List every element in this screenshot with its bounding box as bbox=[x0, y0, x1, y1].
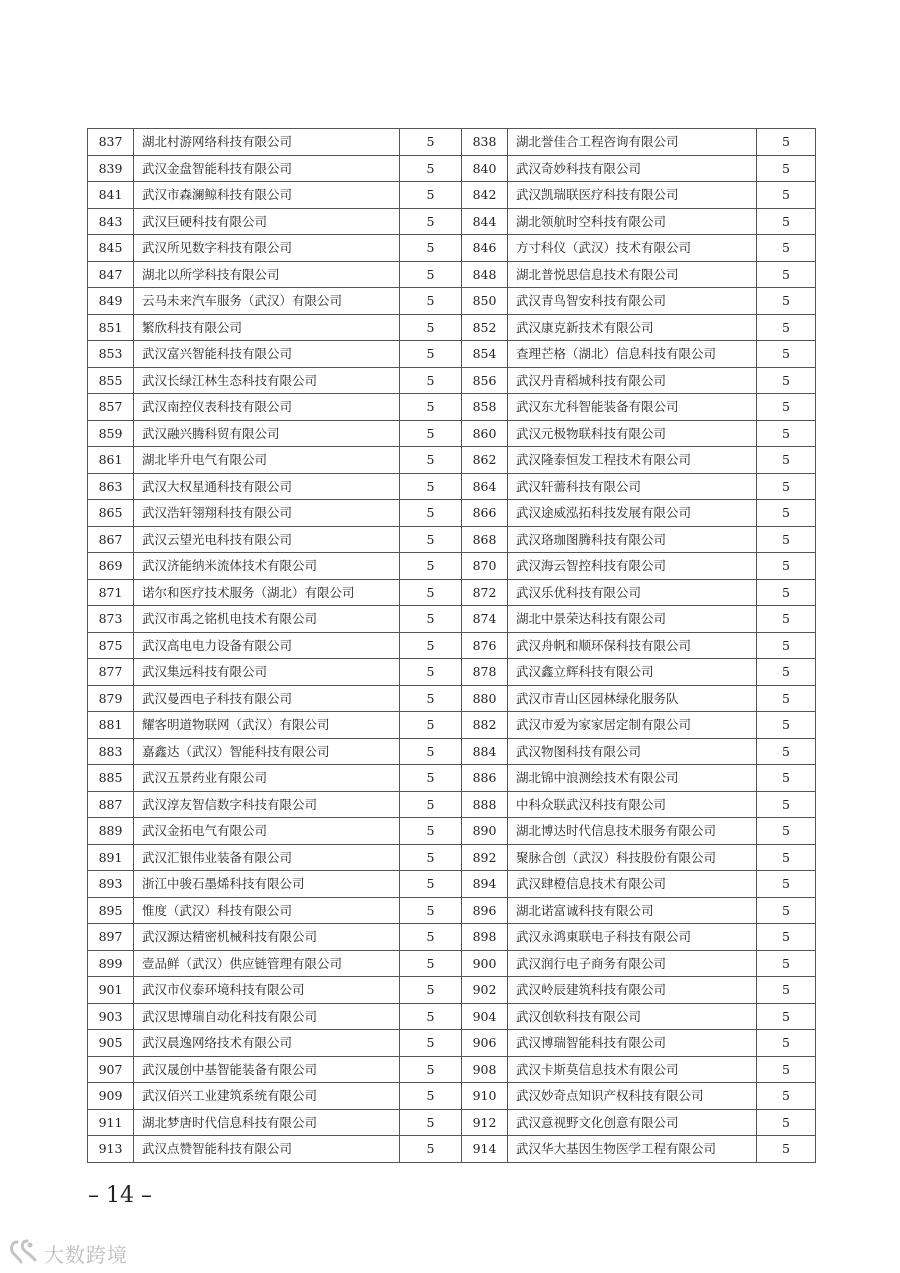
right-score-cell: 5 bbox=[757, 712, 816, 739]
left-number-cell: 913 bbox=[88, 1136, 134, 1163]
right-company-cell: 湖北誉佳合工程咨询有限公司 bbox=[508, 129, 757, 156]
right-company-cell: 武汉乐优科技有限公司 bbox=[508, 579, 757, 606]
right-number-cell: 894 bbox=[462, 871, 508, 898]
right-company-cell: 武汉奇妙科技有限公司 bbox=[508, 155, 757, 182]
left-number-cell: 867 bbox=[88, 526, 134, 553]
left-score-cell: 5 bbox=[400, 367, 462, 394]
left-number-cell: 911 bbox=[88, 1109, 134, 1136]
right-number-cell: 898 bbox=[462, 924, 508, 951]
left-number-cell: 851 bbox=[88, 314, 134, 341]
table-row bbox=[88, 818, 816, 845]
table-row bbox=[88, 606, 816, 633]
right-number-cell: 904 bbox=[462, 1003, 508, 1030]
left-score-cell: 5 bbox=[400, 765, 462, 792]
left-score-cell: 5 bbox=[400, 1109, 462, 1136]
right-company-cell: 武汉途威泓拓科技发展有限公司 bbox=[508, 500, 757, 527]
right-score-cell: 5 bbox=[757, 1109, 816, 1136]
left-number-cell: 897 bbox=[88, 924, 134, 951]
left-number-cell: 903 bbox=[88, 1003, 134, 1030]
left-company-cell: 武汉富兴智能科技有限公司 bbox=[134, 341, 400, 368]
right-score-cell: 5 bbox=[757, 818, 816, 845]
right-number-cell: 862 bbox=[462, 447, 508, 474]
left-company-cell: 武汉浩轩翎翔科技有限公司 bbox=[134, 500, 400, 527]
right-number-cell: 890 bbox=[462, 818, 508, 845]
right-company-cell: 武汉妙奇点知识产权科技有限公司 bbox=[508, 1083, 757, 1110]
right-company-cell: 武汉肆橙信息技术有限公司 bbox=[508, 871, 757, 898]
right-number-cell: 908 bbox=[462, 1056, 508, 1083]
left-number-cell: 877 bbox=[88, 659, 134, 686]
left-number-cell: 883 bbox=[88, 738, 134, 765]
right-company-cell: 湖北锦中浪测绘技术有限公司 bbox=[508, 765, 757, 792]
right-score-cell: 5 bbox=[757, 261, 816, 288]
left-score-cell: 5 bbox=[400, 579, 462, 606]
right-score-cell: 5 bbox=[757, 791, 816, 818]
left-number-cell: 837 bbox=[88, 129, 134, 156]
right-score-cell: 5 bbox=[757, 235, 816, 262]
left-score-cell: 5 bbox=[400, 526, 462, 553]
right-number-cell: 884 bbox=[462, 738, 508, 765]
right-score-cell: 5 bbox=[757, 1083, 816, 1110]
left-company-cell: 武汉思博瑞自动化科技有限公司 bbox=[134, 1003, 400, 1030]
left-score-cell: 5 bbox=[400, 685, 462, 712]
right-number-cell: 844 bbox=[462, 208, 508, 235]
watermark-text: 大数跨境 bbox=[44, 1242, 128, 1267]
left-company-cell: 武汉济能纳米流体技术有限公司 bbox=[134, 553, 400, 580]
left-number-cell: 907 bbox=[88, 1056, 134, 1083]
left-number-cell: 905 bbox=[88, 1030, 134, 1057]
left-company-cell: 武汉金盘智能科技有限公司 bbox=[134, 155, 400, 182]
right-number-cell: 896 bbox=[462, 897, 508, 924]
table-row bbox=[88, 129, 816, 156]
right-company-cell: 中科众联武汉科技有限公司 bbox=[508, 791, 757, 818]
right-score-cell: 5 bbox=[757, 1056, 816, 1083]
right-number-cell: 852 bbox=[462, 314, 508, 341]
left-company-cell: 武汉淳友智信数字科技有限公司 bbox=[134, 791, 400, 818]
right-number-cell: 892 bbox=[462, 844, 508, 871]
left-company-cell: 惟度（武汉）科技有限公司 bbox=[134, 897, 400, 924]
table-row bbox=[88, 473, 816, 500]
left-number-cell: 909 bbox=[88, 1083, 134, 1110]
right-score-cell: 5 bbox=[757, 632, 816, 659]
left-score-cell: 5 bbox=[400, 394, 462, 421]
right-score-cell: 5 bbox=[757, 341, 816, 368]
right-number-cell: 846 bbox=[462, 235, 508, 262]
right-score-cell: 5 bbox=[757, 394, 816, 421]
right-score-cell: 5 bbox=[757, 1136, 816, 1163]
left-score-cell: 5 bbox=[400, 155, 462, 182]
left-number-cell: 869 bbox=[88, 553, 134, 580]
table-row bbox=[88, 420, 816, 447]
left-number-cell: 871 bbox=[88, 579, 134, 606]
table-row bbox=[88, 447, 816, 474]
left-score-cell: 5 bbox=[400, 447, 462, 474]
right-score-cell: 5 bbox=[757, 155, 816, 182]
left-number-cell: 849 bbox=[88, 288, 134, 315]
left-score-cell: 5 bbox=[400, 420, 462, 447]
right-number-cell: 874 bbox=[462, 606, 508, 633]
right-company-cell: 湖北诺富诚科技有限公司 bbox=[508, 897, 757, 924]
left-number-cell: 895 bbox=[88, 897, 134, 924]
table-row bbox=[88, 526, 816, 553]
left-company-cell: 武汉巨硬科技有限公司 bbox=[134, 208, 400, 235]
left-company-cell: 壹品鲜（武汉）供应链管理有限公司 bbox=[134, 950, 400, 977]
left-score-cell: 5 bbox=[400, 341, 462, 368]
left-number-cell: 887 bbox=[88, 791, 134, 818]
right-company-cell: 武汉海云智控科技有限公司 bbox=[508, 553, 757, 580]
left-score-cell: 5 bbox=[400, 606, 462, 633]
right-number-cell: 914 bbox=[462, 1136, 508, 1163]
left-score-cell: 5 bbox=[400, 1056, 462, 1083]
right-score-cell: 5 bbox=[757, 685, 816, 712]
left-score-cell: 5 bbox=[400, 1136, 462, 1163]
right-score-cell: 5 bbox=[757, 367, 816, 394]
right-score-cell: 5 bbox=[757, 871, 816, 898]
left-score-cell: 5 bbox=[400, 235, 462, 262]
left-score-cell: 5 bbox=[400, 500, 462, 527]
right-number-cell: 860 bbox=[462, 420, 508, 447]
right-score-cell: 5 bbox=[757, 844, 816, 871]
left-score-cell: 5 bbox=[400, 897, 462, 924]
right-score-cell: 5 bbox=[757, 208, 816, 235]
brand-logo-icon bbox=[8, 1238, 38, 1268]
right-company-cell: 武汉物图科技有限公司 bbox=[508, 738, 757, 765]
right-number-cell: 910 bbox=[462, 1083, 508, 1110]
left-score-cell: 5 bbox=[400, 314, 462, 341]
left-company-cell: 湖北梦唐时代信息科技有限公司 bbox=[134, 1109, 400, 1136]
left-company-cell: 武汉佰兴工业建筑系统有限公司 bbox=[134, 1083, 400, 1110]
right-number-cell: 866 bbox=[462, 500, 508, 527]
right-number-cell: 900 bbox=[462, 950, 508, 977]
table-row bbox=[88, 1030, 816, 1057]
company-list-table bbox=[87, 128, 816, 1163]
table-row bbox=[88, 579, 816, 606]
left-company-cell: 武汉长绿江林生态科技有限公司 bbox=[134, 367, 400, 394]
right-company-cell: 武汉康克新技术有限公司 bbox=[508, 314, 757, 341]
left-score-cell: 5 bbox=[400, 1083, 462, 1110]
table-row bbox=[88, 1109, 816, 1136]
left-number-cell: 853 bbox=[88, 341, 134, 368]
right-score-cell: 5 bbox=[757, 473, 816, 500]
left-score-cell: 5 bbox=[400, 208, 462, 235]
table-row bbox=[88, 1056, 816, 1083]
left-company-cell: 耀客明道物联网（武汉）有限公司 bbox=[134, 712, 400, 739]
right-number-cell: 902 bbox=[462, 977, 508, 1004]
right-score-cell: 5 bbox=[757, 765, 816, 792]
right-company-cell: 武汉舟帆和顺环保科技有限公司 bbox=[508, 632, 757, 659]
left-company-cell: 武汉高电电力设备有限公司 bbox=[134, 632, 400, 659]
right-company-cell: 武汉卡斯莫信息技术有限公司 bbox=[508, 1056, 757, 1083]
right-number-cell: 864 bbox=[462, 473, 508, 500]
right-score-cell: 5 bbox=[757, 288, 816, 315]
right-score-cell: 5 bbox=[757, 924, 816, 951]
left-score-cell: 5 bbox=[400, 473, 462, 500]
left-number-cell: 893 bbox=[88, 871, 134, 898]
right-company-cell: 湖北领航时空科技有限公司 bbox=[508, 208, 757, 235]
table-row bbox=[88, 261, 816, 288]
right-score-cell: 5 bbox=[757, 420, 816, 447]
right-number-cell: 906 bbox=[462, 1030, 508, 1057]
table-row bbox=[88, 314, 816, 341]
table-row bbox=[88, 553, 816, 580]
right-score-cell: 5 bbox=[757, 1003, 816, 1030]
left-score-cell: 5 bbox=[400, 844, 462, 871]
left-number-cell: 899 bbox=[88, 950, 134, 977]
right-company-cell: 武汉丹青稻城科技有限公司 bbox=[508, 367, 757, 394]
table-row bbox=[88, 288, 816, 315]
left-score-cell: 5 bbox=[400, 977, 462, 1004]
right-company-cell: 武汉青鸟智安科技有限公司 bbox=[508, 288, 757, 315]
right-number-cell: 882 bbox=[462, 712, 508, 739]
right-number-cell: 838 bbox=[462, 129, 508, 156]
right-number-cell: 840 bbox=[462, 155, 508, 182]
right-score-cell: 5 bbox=[757, 1030, 816, 1057]
table-row bbox=[88, 712, 816, 739]
left-company-cell: 武汉五景药业有限公司 bbox=[134, 765, 400, 792]
left-company-cell: 湖北村游网络科技有限公司 bbox=[134, 129, 400, 156]
left-company-cell: 武汉汇银伟业装备有限公司 bbox=[134, 844, 400, 871]
right-score-cell: 5 bbox=[757, 606, 816, 633]
table-row bbox=[88, 341, 816, 368]
left-number-cell: 879 bbox=[88, 685, 134, 712]
left-number-cell: 889 bbox=[88, 818, 134, 845]
left-company-cell: 武汉点赞智能科技有限公司 bbox=[134, 1136, 400, 1163]
table-row bbox=[88, 897, 816, 924]
table-row bbox=[88, 950, 816, 977]
right-number-cell: 858 bbox=[462, 394, 508, 421]
left-number-cell: 865 bbox=[88, 500, 134, 527]
right-score-cell: 5 bbox=[757, 526, 816, 553]
table-row bbox=[88, 155, 816, 182]
left-number-cell: 891 bbox=[88, 844, 134, 871]
right-number-cell: 842 bbox=[462, 182, 508, 209]
right-company-cell: 方寸科仪（武汉）技术有限公司 bbox=[508, 235, 757, 262]
left-company-cell: 武汉大权星通科技有限公司 bbox=[134, 473, 400, 500]
left-company-cell: 武汉晨逸网络技术有限公司 bbox=[134, 1030, 400, 1057]
right-score-cell: 5 bbox=[757, 977, 816, 1004]
table-row bbox=[88, 659, 816, 686]
right-score-cell: 5 bbox=[757, 950, 816, 977]
right-company-cell: 武汉市爱为家家居定制有限公司 bbox=[508, 712, 757, 739]
left-number-cell: 885 bbox=[88, 765, 134, 792]
right-company-cell: 武汉润行电子商务有限公司 bbox=[508, 950, 757, 977]
left-company-cell: 武汉市森澜鲸科技有限公司 bbox=[134, 182, 400, 209]
right-number-cell: 888 bbox=[462, 791, 508, 818]
right-company-cell: 武汉华大基因生物医学工程有限公司 bbox=[508, 1136, 757, 1163]
left-score-cell: 5 bbox=[400, 659, 462, 686]
left-company-cell: 武汉金拓电气有限公司 bbox=[134, 818, 400, 845]
table-row bbox=[88, 685, 816, 712]
left-number-cell: 859 bbox=[88, 420, 134, 447]
right-company-cell: 武汉岭辰建筑科技有限公司 bbox=[508, 977, 757, 1004]
right-score-cell: 5 bbox=[757, 553, 816, 580]
right-number-cell: 872 bbox=[462, 579, 508, 606]
right-score-cell: 5 bbox=[757, 447, 816, 474]
table-row bbox=[88, 791, 816, 818]
table-row bbox=[88, 182, 816, 209]
right-company-cell: 武汉元极物联科技有限公司 bbox=[508, 420, 757, 447]
left-score-cell: 5 bbox=[400, 791, 462, 818]
watermark bbox=[8, 1238, 128, 1268]
left-company-cell: 武汉市禹之铭机电技术有限公司 bbox=[134, 606, 400, 633]
right-company-cell: 武汉轩薷科技有限公司 bbox=[508, 473, 757, 500]
left-company-cell: 云马未来汽车服务（武汉）有限公司 bbox=[134, 288, 400, 315]
right-number-cell: 880 bbox=[462, 685, 508, 712]
left-company-cell: 嘉鑫达（武汉）智能科技有限公司 bbox=[134, 738, 400, 765]
right-score-cell: 5 bbox=[757, 129, 816, 156]
right-company-cell: 武汉鑫立辉科技有限公司 bbox=[508, 659, 757, 686]
left-company-cell: 武汉融兴腾科贸有限公司 bbox=[134, 420, 400, 447]
right-number-cell: 848 bbox=[462, 261, 508, 288]
table-row bbox=[88, 1083, 816, 1110]
left-number-cell: 861 bbox=[88, 447, 134, 474]
right-company-cell: 武汉东尤科智能装备有限公司 bbox=[508, 394, 757, 421]
table-row bbox=[88, 632, 816, 659]
left-score-cell: 5 bbox=[400, 950, 462, 977]
right-company-cell: 武汉隆泰恒发工程技术有限公司 bbox=[508, 447, 757, 474]
right-company-cell: 武汉珞珈图腾科技有限公司 bbox=[508, 526, 757, 553]
table-row bbox=[88, 765, 816, 792]
left-number-cell: 843 bbox=[88, 208, 134, 235]
left-company-cell: 武汉曼西电子科技有限公司 bbox=[134, 685, 400, 712]
right-company-cell: 武汉市青山区园林绿化服务队 bbox=[508, 685, 757, 712]
right-company-cell: 湖北普悦思信息技术有限公司 bbox=[508, 261, 757, 288]
table-row bbox=[88, 208, 816, 235]
left-company-cell: 武汉晟创中基智能装备有限公司 bbox=[134, 1056, 400, 1083]
left-score-cell: 5 bbox=[400, 129, 462, 156]
table-row bbox=[88, 500, 816, 527]
left-number-cell: 855 bbox=[88, 367, 134, 394]
table-row bbox=[88, 394, 816, 421]
right-score-cell: 5 bbox=[757, 579, 816, 606]
right-number-cell: 850 bbox=[462, 288, 508, 315]
right-score-cell: 5 bbox=[757, 314, 816, 341]
left-score-cell: 5 bbox=[400, 632, 462, 659]
left-company-cell: 武汉市仪泰环境科技有限公司 bbox=[134, 977, 400, 1004]
left-score-cell: 5 bbox=[400, 182, 462, 209]
left-number-cell: 847 bbox=[88, 261, 134, 288]
right-number-cell: 870 bbox=[462, 553, 508, 580]
left-number-cell: 857 bbox=[88, 394, 134, 421]
right-score-cell: 5 bbox=[757, 500, 816, 527]
left-number-cell: 875 bbox=[88, 632, 134, 659]
page-number: – 14 – bbox=[88, 1183, 152, 1208]
left-number-cell: 873 bbox=[88, 606, 134, 633]
table-row bbox=[88, 738, 816, 765]
right-company-cell: 武汉博瑞智能科技有限公司 bbox=[508, 1030, 757, 1057]
left-number-cell: 839 bbox=[88, 155, 134, 182]
right-company-cell: 武汉凯瑞联医疗科技有限公司 bbox=[508, 182, 757, 209]
table-row bbox=[88, 235, 816, 262]
table-row bbox=[88, 977, 816, 1004]
right-company-cell: 湖北中景荣达科技有限公司 bbox=[508, 606, 757, 633]
right-company-cell: 武汉意视野文化创意有限公司 bbox=[508, 1109, 757, 1136]
left-company-cell: 繁欣科技有限公司 bbox=[134, 314, 400, 341]
left-company-cell: 湖北毕升电气有限公司 bbox=[134, 447, 400, 474]
table-row bbox=[88, 844, 816, 871]
right-number-cell: 854 bbox=[462, 341, 508, 368]
table-row bbox=[88, 871, 816, 898]
left-company-cell: 武汉所见数字科技有限公司 bbox=[134, 235, 400, 262]
left-score-cell: 5 bbox=[400, 553, 462, 580]
left-number-cell: 841 bbox=[88, 182, 134, 209]
right-company-cell: 查理芒格（湖北）信息科技有限公司 bbox=[508, 341, 757, 368]
left-score-cell: 5 bbox=[400, 818, 462, 845]
left-number-cell: 901 bbox=[88, 977, 134, 1004]
left-score-cell: 5 bbox=[400, 712, 462, 739]
left-company-cell: 武汉南控仪表科技有限公司 bbox=[134, 394, 400, 421]
right-number-cell: 878 bbox=[462, 659, 508, 686]
table-row bbox=[88, 1003, 816, 1030]
left-score-cell: 5 bbox=[400, 1030, 462, 1057]
right-company-cell: 武汉创软科技有限公司 bbox=[508, 1003, 757, 1030]
left-company-cell: 武汉集远科技有限公司 bbox=[134, 659, 400, 686]
right-number-cell: 912 bbox=[462, 1109, 508, 1136]
right-number-cell: 876 bbox=[462, 632, 508, 659]
left-score-cell: 5 bbox=[400, 871, 462, 898]
left-company-cell: 湖北以所学科技有限公司 bbox=[134, 261, 400, 288]
right-score-cell: 5 bbox=[757, 182, 816, 209]
right-score-cell: 5 bbox=[757, 897, 816, 924]
table-row bbox=[88, 924, 816, 951]
right-number-cell: 868 bbox=[462, 526, 508, 553]
right-score-cell: 5 bbox=[757, 738, 816, 765]
left-score-cell: 5 bbox=[400, 1003, 462, 1030]
left-score-cell: 5 bbox=[400, 924, 462, 951]
left-company-cell: 浙江中骏石墨烯科技有限公司 bbox=[134, 871, 400, 898]
left-company-cell: 武汉源达精密机械科技有限公司 bbox=[134, 924, 400, 951]
left-score-cell: 5 bbox=[400, 738, 462, 765]
table-row bbox=[88, 367, 816, 394]
left-number-cell: 881 bbox=[88, 712, 134, 739]
left-number-cell: 863 bbox=[88, 473, 134, 500]
table-body bbox=[88, 129, 816, 1163]
left-company-cell: 诺尔和医疗技术服务（湖北）有限公司 bbox=[134, 579, 400, 606]
right-number-cell: 886 bbox=[462, 765, 508, 792]
right-company-cell: 武汉永鸿東联电子科技有限公司 bbox=[508, 924, 757, 951]
right-company-cell: 聚脉合创（武汉）科技股份有限公司 bbox=[508, 844, 757, 871]
left-score-cell: 5 bbox=[400, 288, 462, 315]
left-number-cell: 845 bbox=[88, 235, 134, 262]
left-company-cell: 武汉云望光电科技有限公司 bbox=[134, 526, 400, 553]
left-score-cell: 5 bbox=[400, 261, 462, 288]
right-number-cell: 856 bbox=[462, 367, 508, 394]
table-row bbox=[88, 1136, 816, 1163]
right-company-cell: 湖北博达时代信息技术服务有限公司 bbox=[508, 818, 757, 845]
right-score-cell: 5 bbox=[757, 659, 816, 686]
